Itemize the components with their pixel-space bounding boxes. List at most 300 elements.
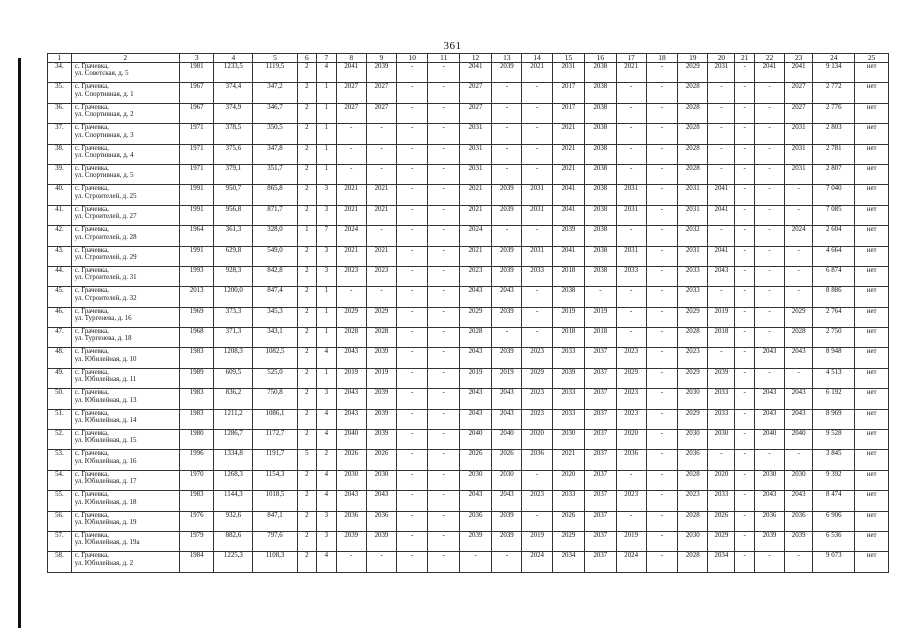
table-cell: 1191,7 [253, 450, 297, 470]
address-street: ул. Юбилейная, д. 10 [74, 355, 137, 363]
table-cell: 2037 [585, 470, 616, 490]
address-locality: с. Грачевка, [74, 430, 109, 438]
address-locality: с. Грачевка, [74, 491, 109, 499]
table-cell: 2023 [616, 348, 646, 368]
table-cell: 2031 [522, 246, 552, 266]
table-cell: нет [855, 287, 889, 307]
address-street: ул. Спортивная, д. 1 [74, 90, 134, 98]
address-cell [71, 63, 179, 83]
table-cell: - [492, 328, 522, 348]
table-cell: 2023 [336, 266, 366, 286]
table-cell: 2 [297, 430, 316, 450]
table-cell: 2 [297, 491, 316, 511]
table-cell: - [646, 368, 677, 388]
table-cell: 1 [317, 368, 336, 388]
table-cell: - [428, 103, 459, 123]
table-cell: 2 [297, 83, 316, 103]
table-cell: - [735, 307, 754, 327]
table-cell: 2039 [708, 368, 735, 388]
table-cell: - [397, 103, 428, 123]
table-cell: 2033 [678, 266, 708, 286]
table-row [48, 164, 889, 184]
table-cell: - [735, 430, 754, 450]
address-cell [71, 287, 179, 307]
table-cell: 2043 [459, 389, 491, 409]
table-cell: - [735, 83, 754, 103]
table-cell: 2041 [552, 205, 584, 225]
address-street: ул. Строителей, д. 29 [74, 253, 137, 261]
table-cell: 1991 [179, 205, 214, 225]
table-row [48, 450, 889, 470]
table-cell: 1971 [179, 124, 214, 144]
table-cell: 2036 [336, 511, 366, 531]
address-locality: с. Грачевка, [74, 348, 109, 356]
table-cell: 2038 [585, 164, 616, 184]
table-cell: 2023 [522, 409, 552, 429]
table-cell: 2038 [585, 103, 616, 123]
table-cell: 928,3 [214, 266, 253, 286]
table-cell: 1154,3 [253, 470, 297, 490]
table-row [48, 470, 889, 490]
table-cell: 1268,3 [214, 470, 253, 490]
table-cell: - [428, 124, 459, 144]
table-cell: 1086,1 [253, 409, 297, 429]
table-cell: - [397, 470, 428, 490]
table-cell: - [646, 389, 677, 409]
table-cell: 1286,7 [214, 430, 253, 450]
table-cell: 2031 [459, 164, 491, 184]
table-cell: 371,3 [214, 328, 253, 348]
table-cell: - [616, 124, 646, 144]
table-cell: 1971 [179, 164, 214, 184]
table-cell: 2023 [522, 389, 552, 409]
row-number: 42. [48, 226, 72, 246]
table-cell: 3 [317, 266, 336, 286]
table-cell: 2 [317, 450, 336, 470]
table-cell: - [735, 164, 754, 184]
table-cell: - [754, 266, 784, 286]
address-street: ул. Юбилейная, д. 19а [74, 539, 140, 547]
table-cell: - [785, 185, 813, 205]
address-street: ул. Строителей, д. 32 [74, 294, 137, 302]
table-cell: 2032 [678, 226, 708, 246]
table-cell: - [428, 328, 459, 348]
table-cell: - [428, 348, 459, 368]
table-cell: - [428, 470, 459, 490]
table-cell: - [522, 164, 552, 184]
address-locality: с. Грачевка, [74, 328, 109, 336]
table-cell: 2031 [616, 246, 646, 266]
table-row [48, 287, 889, 307]
table-cell: 2037 [585, 430, 616, 450]
table-cell: - [397, 430, 428, 450]
table-cell: - [616, 470, 646, 490]
table-cell: - [616, 287, 646, 307]
table-cell: - [522, 103, 552, 123]
table-cell: 2029 [678, 63, 708, 83]
address-cell [71, 185, 179, 205]
table-cell: 2038 [585, 124, 616, 144]
table-cell: 2031 [459, 144, 491, 164]
table-row [48, 266, 889, 286]
table-cell: - [428, 185, 459, 205]
table-cell: 2026 [336, 450, 366, 470]
table-cell: 2037 [585, 368, 616, 388]
table-cell: 2039 [366, 348, 396, 368]
table-cell: - [735, 144, 754, 164]
table-cell: - [428, 83, 459, 103]
table-cell: 8 474 [813, 491, 855, 511]
table-cell: - [735, 63, 754, 83]
address-street: ул. Спортивная, д. 4 [74, 151, 134, 159]
table-cell: 6 874 [813, 266, 855, 286]
table-cell: 842,8 [253, 266, 297, 286]
address-locality: с. Грачевка, [74, 409, 109, 417]
address-street: ул. Спортивная, д. 5 [74, 172, 134, 180]
table-cell: - [735, 348, 754, 368]
table-cell: 2024 [459, 226, 491, 246]
row-number: 43. [48, 246, 72, 266]
table-cell: 6 536 [813, 531, 855, 551]
address-street: ул. Спортивная, д. 3 [74, 131, 134, 139]
table-cell: 2 [297, 328, 316, 348]
table-cell: 2023 [616, 491, 646, 511]
table-cell: нет [855, 124, 889, 144]
column-number-header: 13 [492, 54, 522, 63]
address-street: ул. Юбилейная, д. 2 [74, 559, 134, 567]
table-cell: 9 528 [813, 430, 855, 450]
table-cell: 1334,8 [214, 450, 253, 470]
address-locality: с. Грачевка, [74, 266, 109, 274]
table-cell: 4 [317, 63, 336, 83]
table-row [48, 205, 889, 225]
table-cell: 7 040 [813, 185, 855, 205]
table-cell: 2033 [708, 491, 735, 511]
table-cell: 2043 [336, 491, 366, 511]
table-cell: 4 [317, 491, 336, 511]
row-number: 37. [48, 124, 72, 144]
table-cell: 2033 [708, 409, 735, 429]
table-cell: 2026 [708, 511, 735, 531]
table-cell: 2031 [708, 63, 735, 83]
table-cell: 1119,5 [253, 63, 297, 83]
table-cell: 2038 [585, 246, 616, 266]
column-number-header: 7 [317, 54, 336, 63]
table-cell: - [397, 246, 428, 266]
table-cell: нет [855, 307, 889, 327]
row-number: 51. [48, 409, 72, 429]
table-cell: 2043 [366, 491, 396, 511]
table-cell: 2039 [366, 389, 396, 409]
page-number: 361 [443, 40, 462, 52]
table-cell: 2 [297, 511, 316, 531]
table-cell: 2021 [336, 185, 366, 205]
table-cell: 375,6 [214, 144, 253, 164]
table-cell: 2 [297, 552, 316, 572]
table-cell: - [735, 328, 754, 348]
table-cell: 2041 [336, 63, 366, 83]
table-cell: - [428, 531, 459, 551]
table-cell: - [708, 348, 735, 368]
address-cell [71, 144, 179, 164]
table-cell: 1211,2 [214, 409, 253, 429]
row-number: 58. [48, 552, 72, 572]
table-cell: 347,2 [253, 83, 297, 103]
address-cell [71, 389, 179, 409]
table-cell: - [428, 368, 459, 388]
table-cell: 2028 [678, 470, 708, 490]
table-cell: 2040 [492, 430, 522, 450]
address-locality: с. Грачевка, [74, 83, 109, 91]
table-cell: 347,8 [253, 144, 297, 164]
table-row [48, 511, 889, 531]
table-cell: 4 [317, 348, 336, 368]
table-cell: 3 [317, 185, 336, 205]
table-cell: 1108,3 [253, 552, 297, 572]
table-cell: 7 085 [813, 205, 855, 225]
row-number: 39. [48, 164, 72, 184]
address-locality: с. Грачевка, [74, 511, 109, 519]
table-cell: 374,4 [214, 83, 253, 103]
address-street: ул. Юбилейная, д. 17 [74, 478, 137, 486]
table-cell: 2018 [708, 328, 735, 348]
column-number-header: 3 [179, 54, 214, 63]
column-number-header: 25 [855, 54, 889, 63]
table-cell: - [397, 389, 428, 409]
table-cell: - [366, 124, 396, 144]
address-locality: с. Грачевка, [74, 205, 109, 213]
table-cell: 1983 [179, 348, 214, 368]
table-cell: 343,1 [253, 328, 297, 348]
table-cell: 2034 [708, 552, 735, 572]
table-cell: - [708, 287, 735, 307]
table-row [48, 124, 889, 144]
table-cell: 2039 [492, 531, 522, 551]
address-cell [71, 226, 179, 246]
table-cell: 2033 [678, 287, 708, 307]
table-cell: 2030 [336, 470, 366, 490]
table-cell: 2030 [678, 389, 708, 409]
table-cell: 345,3 [253, 307, 297, 327]
table-cell: 2019 [492, 368, 522, 388]
table-cell: 2021 [336, 246, 366, 266]
table-cell: - [428, 205, 459, 225]
table-cell: 2 [297, 287, 316, 307]
table-cell: 2041 [785, 63, 813, 83]
address-street: ул. Юбилейная, д. 18 [74, 498, 137, 506]
table-cell: - [397, 164, 428, 184]
table-cell: 1225,3 [214, 552, 253, 572]
table-cell: 2029 [522, 368, 552, 388]
address-locality: с. Грачевка, [74, 470, 109, 478]
table-cell: 2036 [522, 450, 552, 470]
table-cell: нет [855, 409, 889, 429]
table-cell: 2 750 [813, 328, 855, 348]
table-cell: - [646, 430, 677, 450]
table-cell: - [492, 124, 522, 144]
table-cell: - [616, 164, 646, 184]
table-cell: 2029 [366, 307, 396, 327]
address-street: ул. Советская, д. 5 [74, 70, 129, 78]
table-row [48, 531, 889, 551]
table-cell: 2 [297, 470, 316, 490]
address-cell [71, 430, 179, 450]
table-cell: 2029 [678, 368, 708, 388]
row-number: 50. [48, 389, 72, 409]
table-cell: 3 [317, 511, 336, 531]
table-cell: - [397, 368, 428, 388]
table-cell: 2039 [366, 531, 396, 551]
table-cell: - [735, 226, 754, 246]
table-cell: - [366, 226, 396, 246]
table-cell: 2039 [492, 205, 522, 225]
row-number: 54. [48, 470, 72, 490]
table-cell: - [428, 450, 459, 470]
table-cell: 2043 [336, 409, 366, 429]
address-locality: с. Грачевка, [74, 144, 109, 152]
table-cell: 2 [297, 389, 316, 409]
table-cell: 1018,5 [253, 491, 297, 511]
table-cell: - [646, 83, 677, 103]
address-locality: с. Грачевка, [74, 552, 109, 560]
table-cell: 2038 [585, 266, 616, 286]
table-cell: 1991 [179, 246, 214, 266]
table-cell: - [397, 552, 428, 572]
table-cell: 2 772 [813, 83, 855, 103]
table-cell: 346,7 [253, 103, 297, 123]
table-cell: нет [855, 246, 889, 266]
column-number-header: 22 [754, 54, 784, 63]
table-cell: - [754, 144, 784, 164]
table-cell: нет [855, 450, 889, 470]
table-cell: - [492, 226, 522, 246]
table-cell: - [492, 103, 522, 123]
address-street: ул. Тургенева, д. 18 [74, 335, 132, 343]
table-cell: - [708, 83, 735, 103]
address-street: ул. Строителей, д. 28 [74, 233, 137, 241]
table-cell: 379,1 [214, 164, 253, 184]
table-cell: - [397, 185, 428, 205]
table-cell: - [492, 144, 522, 164]
table-cell: 2028 [678, 144, 708, 164]
table-cell: 2030 [459, 470, 491, 490]
address-locality: с. Грачевка, [74, 63, 109, 70]
table-cell: - [646, 552, 677, 572]
table-cell: 2029 [708, 531, 735, 551]
table-cell: 4 [317, 552, 336, 572]
table-cell: 2 [297, 348, 316, 368]
table-cell: - [428, 226, 459, 246]
table-cell: нет [855, 226, 889, 246]
table-cell: - [336, 164, 366, 184]
table-cell: 2036 [754, 511, 784, 531]
table-cell: - [428, 511, 459, 531]
table-cell: 549,0 [253, 246, 297, 266]
table-cell: 2 [297, 307, 316, 327]
table-cell: - [754, 246, 784, 266]
table-cell: 2043 [492, 409, 522, 429]
address-locality: с. Грачевка, [74, 368, 109, 376]
table-cell: - [428, 246, 459, 266]
table-cell: 2030 [708, 430, 735, 450]
table-cell: 2037 [585, 450, 616, 470]
table-cell: 2039 [492, 63, 522, 83]
table-cell: - [616, 226, 646, 246]
table-cell: 2038 [585, 185, 616, 205]
table-cell: 4 664 [813, 246, 855, 266]
table-cell: 6 192 [813, 389, 855, 409]
table-cell: 2029 [785, 307, 813, 327]
table-row [48, 389, 889, 409]
address-locality: с. Грачевка, [74, 124, 109, 132]
table-cell: 2028 [678, 164, 708, 184]
column-number-header: 1 [48, 54, 72, 63]
table-cell: 2020 [616, 430, 646, 450]
table-cell: 1967 [179, 83, 214, 103]
table-row [48, 552, 889, 572]
column-number-header: 24 [813, 54, 855, 63]
table-cell: - [616, 328, 646, 348]
address-cell [71, 409, 179, 429]
table-cell: - [646, 470, 677, 490]
table-cell: - [522, 307, 552, 327]
table-cell: - [459, 552, 491, 572]
table-cell: - [735, 205, 754, 225]
table-cell: 1976 [179, 511, 214, 531]
column-number-header: 12 [459, 54, 491, 63]
table-cell: 2027 [366, 83, 396, 103]
table-cell: 2029 [616, 368, 646, 388]
table-cell: - [646, 287, 677, 307]
table-cell: нет [855, 470, 889, 490]
table-cell: 2021 [336, 205, 366, 225]
table-cell: 361,3 [214, 226, 253, 246]
table-cell: - [428, 164, 459, 184]
table-cell: 2030 [785, 470, 813, 490]
table-cell: 378,5 [214, 124, 253, 144]
address-street: ул. Юбилейная, д. 11 [74, 376, 137, 384]
table-cell: - [785, 287, 813, 307]
address-street: ул. Юбилейная, д. 13 [74, 396, 137, 404]
table-cell: 2019 [585, 307, 616, 327]
column-number-row [48, 54, 889, 63]
table-cell: 1993 [179, 266, 214, 286]
table-cell: - [522, 226, 552, 246]
row-number: 56. [48, 511, 72, 531]
table-cell: 2029 [678, 409, 708, 429]
table-cell: 2023 [678, 491, 708, 511]
table-cell: нет [855, 491, 889, 511]
table-cell: 2041 [552, 246, 584, 266]
table-cell: 836,2 [214, 389, 253, 409]
column-number-header: 5 [253, 54, 297, 63]
column-number-header: 2 [71, 54, 179, 63]
address-cell [71, 124, 179, 144]
table-cell: 2037 [585, 511, 616, 531]
table-cell: 7 [317, 226, 336, 246]
table-cell: - [735, 511, 754, 531]
table-cell: 2039 [754, 531, 784, 551]
table-cell: 2021 [366, 185, 396, 205]
table-cell: 2030 [492, 470, 522, 490]
table-cell: 2031 [678, 185, 708, 205]
table-cell: 2028 [678, 124, 708, 144]
table-row [48, 63, 889, 83]
table-cell: - [754, 307, 784, 327]
column-number-header: 4 [214, 54, 253, 63]
table-cell: 2 [297, 63, 316, 83]
row-number: 38. [48, 144, 72, 164]
